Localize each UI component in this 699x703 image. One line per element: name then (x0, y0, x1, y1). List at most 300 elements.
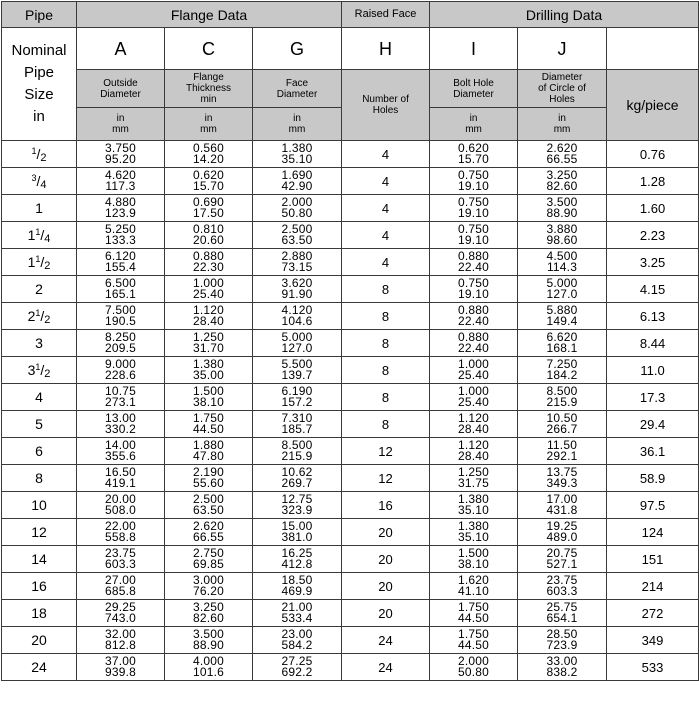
flange-thickness-cell-in: 2.190 (192, 465, 225, 479)
flange-thickness-cell-in: 1.500 (192, 384, 225, 398)
size-whole: 2 (27, 308, 36, 324)
size-denominator: 2 (44, 368, 51, 380)
weight-cell: 36.1 (607, 438, 699, 465)
size-denominator: 2 (44, 314, 51, 326)
column-letter-j: J (518, 28, 607, 70)
flange-thickness-cell-in: 3.250 (192, 600, 225, 614)
flange-thickness-cell (165, 276, 253, 303)
bolt-hole-diameter-header (430, 70, 518, 108)
number-of-holes-cell: 8 (342, 384, 430, 411)
face-diameter-cell-in: 6.190 (281, 384, 313, 398)
face-diameter-cell (253, 141, 342, 168)
weight-cell: 1.60 (607, 195, 699, 222)
outside-diameter-cell-in: 32.00 (104, 627, 137, 641)
face-diameter-cell-in: 8.500 (281, 438, 313, 452)
face-diameter-cell-in: 3.620 (281, 276, 313, 290)
face-diameter-cell (253, 357, 342, 384)
pipe-size-cell (2, 519, 77, 546)
table-row (2, 249, 699, 276)
bolt-circle-diameter-cell-mm: 149.4 (546, 314, 578, 328)
table-row (2, 276, 699, 303)
pipe-size-cell (2, 627, 77, 654)
size-whole: 12 (31, 524, 47, 540)
pipe-size-cell (2, 195, 77, 222)
flange-data-header: Flange Data (77, 2, 342, 28)
size-whole: 1 (35, 200, 43, 216)
nominal-line: in (33, 108, 45, 125)
table-row (2, 168, 699, 195)
weight-cell: 272 (607, 600, 699, 627)
flange-thickness-cell-in: 0.620 (192, 168, 225, 182)
bolt-circle-diameter-cell (518, 438, 607, 465)
bolt-circle-diameter-cell-mm: 114.3 (546, 260, 578, 274)
bolt-hole-diameter-cell (430, 573, 518, 600)
face-diameter-cell-in: 18.50 (281, 573, 313, 587)
number-of-holes-cell: 12 (342, 465, 430, 492)
flange-thickness-cell-mm: 47.80 (192, 449, 225, 463)
flange-thickness-cell (165, 195, 253, 222)
nominal-line: Pipe (23, 64, 55, 81)
bolt-circle-diameter-cell-mm: 98.60 (546, 233, 578, 247)
outside-diameter-cell-mm: 155.4 (104, 260, 137, 274)
bolt-circle-diameter-cell (518, 627, 607, 654)
size-whole: 5 (35, 416, 43, 432)
face-diameter-cell-mm: 63.50 (281, 233, 313, 247)
unit-cell-c (165, 108, 253, 141)
bolt-circle-diameter-cell-in: 5.000 (546, 276, 578, 290)
table-row (2, 330, 699, 357)
weight-cell: 214 (607, 573, 699, 600)
table-row (2, 573, 699, 600)
weight-cell: 3.25 (607, 249, 699, 276)
bolt-circle-diameter-cell-in: 7.250 (546, 357, 578, 371)
flange-thickness-cell-mm: 38.10 (192, 395, 225, 409)
flange-thickness-cell (165, 573, 253, 600)
size-whole: 1 (27, 254, 36, 270)
face-diameter-cell (253, 222, 342, 249)
bolt-hole-diameter-cell (430, 276, 518, 303)
pipe-size-cell: $2^1/_2$ (2, 303, 77, 330)
table-row (2, 384, 699, 411)
desc-line: min (200, 94, 217, 105)
weight-cell: 8.44 (607, 330, 699, 357)
bolt-hole-diameter-cell-mm: 19.10 (458, 233, 490, 247)
bolt-circle-diameter-cell (518, 141, 607, 168)
flange-thickness-cell (165, 600, 253, 627)
unit-mm: mm (288, 124, 306, 135)
face-diameter-header (253, 70, 342, 108)
flange-thickness-cell (165, 384, 253, 411)
flange-thickness-cell (165, 438, 253, 465)
bolt-circle-diameter-cell-in: 28.50 (546, 627, 578, 641)
pipe-size-cell (2, 654, 77, 681)
face-diameter-cell-mm: 323.9 (281, 503, 313, 517)
weight-cell: 17.3 (607, 384, 699, 411)
flange-thickness-cell-mm: 44.50 (192, 422, 225, 436)
number-of-holes-cell: 12 (342, 438, 430, 465)
face-diameter-cell (253, 168, 342, 195)
size-whole: 4 (35, 389, 43, 405)
bolt-hole-diameter-cell-mm: 35.10 (458, 530, 490, 544)
face-diameter-cell-in: 23.00 (281, 627, 313, 641)
size-numerator: 1 (35, 254, 41, 264)
flange-thickness-cell (165, 465, 253, 492)
size-whole: 18 (31, 605, 47, 621)
table-row (2, 546, 699, 573)
flange-thickness-cell-in: 0.560 (192, 141, 225, 155)
number-of-holes-cell: 20 (342, 600, 430, 627)
size-whole: 24 (31, 659, 47, 675)
bolt-hole-diameter-cell-mm: 50.80 (458, 665, 490, 679)
bolt-circle-diameter-cell (518, 384, 607, 411)
bolt-hole-diameter-cell-mm: 22.40 (458, 314, 490, 328)
bolt-circle-diameter-cell-mm: 82.60 (546, 179, 578, 193)
pipe-size-cell: $1^1/_2$ (2, 249, 77, 276)
bolt-hole-diameter-cell-in: 0.750 (458, 168, 490, 182)
table-row (2, 627, 699, 654)
face-diameter-cell-mm: 185.7 (281, 422, 313, 436)
outside-diameter-cell (77, 546, 165, 573)
face-diameter-cell-mm: 269.7 (281, 476, 313, 490)
bolt-circle-diameter-cell-in: 8.500 (546, 384, 578, 398)
outside-diameter-cell (77, 303, 165, 330)
bolt-hole-diameter-cell-mm: 28.40 (458, 449, 490, 463)
flange-thickness-cell-in: 1.120 (192, 303, 225, 317)
face-diameter-cell (253, 276, 342, 303)
flange-thickness-cell-mm: 35.00 (192, 368, 225, 382)
table-row (2, 357, 699, 384)
bolt-circle-diameter-cell-mm: 266.7 (546, 422, 578, 436)
flange-thickness-cell (165, 492, 253, 519)
face-diameter-cell-mm: 157.2 (281, 395, 313, 409)
face-diameter-cell (253, 411, 342, 438)
pipe-size-cell (2, 465, 77, 492)
face-diameter-cell (253, 249, 342, 276)
face-diameter-cell (253, 384, 342, 411)
bolt-circle-diameter-cell-mm: 127.0 (546, 287, 578, 301)
face-diameter-cell-in: 12.75 (281, 492, 313, 506)
bolt-circle-diameter-cell-mm: 88.90 (546, 206, 578, 220)
outside-diameter-cell-in: 4.620 (104, 168, 137, 182)
bolt-circle-diameter-cell (518, 303, 607, 330)
bolt-hole-diameter-cell-mm: 38.10 (458, 557, 490, 571)
outside-diameter-cell-mm: 743.0 (104, 611, 137, 625)
column-letter-h: H (342, 28, 430, 70)
outside-diameter-cell-in: 29.25 (104, 600, 137, 614)
bolt-circle-diameter-cell-mm: 723.9 (546, 638, 578, 652)
size-whole: 6 (35, 443, 43, 459)
bolt-hole-diameter-cell (430, 330, 518, 357)
face-diameter-cell-mm: 533.4 (281, 611, 313, 625)
bolt-hole-diameter-cell (430, 519, 518, 546)
flange-data-table (1, 1, 699, 681)
face-diameter-cell-in: 15.00 (281, 519, 313, 533)
outside-diameter-cell (77, 465, 165, 492)
bolt-circle-diameter-cell-in: 6.620 (546, 330, 578, 344)
face-diameter-cell (253, 492, 342, 519)
unit-cell-a (77, 108, 165, 141)
outside-diameter-cell-in: 14.00 (104, 438, 137, 452)
bolt-hole-diameter-cell-in: 2.000 (458, 654, 490, 668)
bolt-hole-diameter-cell (430, 222, 518, 249)
size-numerator: 1 (35, 227, 41, 237)
size-whole: 10 (31, 497, 47, 513)
bolt-hole-diameter-cell-mm: 31.75 (458, 476, 490, 490)
bolt-hole-diameter-cell-in: 1.750 (458, 600, 490, 614)
face-diameter-cell-in: 2.000 (281, 195, 313, 209)
bolt-circle-diameter-cell (518, 357, 607, 384)
table-row (2, 600, 699, 627)
bolt-hole-diameter-cell (430, 141, 518, 168)
unit-mm: mm (465, 124, 482, 135)
flange-thickness-header (165, 70, 253, 108)
bolt-hole-diameter-cell (430, 465, 518, 492)
number-of-holes-cell: 24 (342, 627, 430, 654)
column-letter-g: G (253, 28, 342, 70)
face-diameter-cell (253, 546, 342, 573)
face-diameter-cell (253, 465, 342, 492)
desc-line: Diameter (276, 88, 318, 100)
flange-thickness-cell-mm: 76.20 (192, 584, 225, 598)
pipe-size-cell (2, 384, 77, 411)
column-letter-i: I (430, 28, 518, 70)
outside-diameter-cell-in: 20.00 (104, 492, 137, 506)
flange-thickness-cell-mm: 101.6 (192, 665, 225, 679)
size-whole: 1 (27, 227, 36, 243)
column-letter-a: A (77, 28, 165, 70)
unit-cell-j (518, 108, 607, 141)
outside-diameter-cell-mm: 117.3 (105, 179, 136, 193)
outside-diameter-cell (77, 411, 165, 438)
outside-diameter-cell-mm: 603.3 (104, 557, 137, 571)
face-diameter-cell-in: 21.00 (281, 600, 313, 614)
face-diameter-cell (253, 600, 342, 627)
bolt-circle-diameter-cell-in: 33.00 (546, 654, 578, 668)
number-of-holes-cell: 24 (342, 654, 430, 681)
size-numerator: 1 (35, 362, 41, 372)
bolt-hole-diameter-cell-mm: 35.10 (458, 503, 490, 517)
face-diameter-cell-mm: 91.90 (281, 287, 313, 301)
flange-thickness-cell-mm: 82.60 (192, 611, 225, 625)
bolt-hole-diameter-cell-in: 0.880 (458, 249, 490, 263)
bolt-hole-diameter-cell-in: 1.120 (458, 411, 490, 425)
bolt-hole-diameter-cell-mm: 28.40 (458, 422, 490, 436)
outside-diameter-cell-mm: 190.5 (104, 314, 137, 328)
bolt-hole-diameter-cell-mm: 19.10 (458, 206, 490, 220)
nominal-line: Size (24, 86, 54, 103)
flange-thickness-cell-mm: 63.50 (192, 503, 225, 517)
outside-diameter-cell-in: 13.00 (104, 411, 137, 425)
pipe-size-cell: $^1/_2$ (2, 141, 77, 168)
bolt-circle-diameter-cell (518, 249, 607, 276)
bolt-circle-diameter-cell-mm: 349.3 (546, 476, 578, 490)
raised-face-header: Raised Face (342, 2, 430, 28)
bolt-hole-diameter-cell-in: 0.750 (458, 195, 490, 209)
table-row (2, 519, 699, 546)
number-of-holes-cell: 4 (342, 222, 430, 249)
bolt-circle-diameter-cell (518, 492, 607, 519)
outside-diameter-cell (77, 276, 165, 303)
face-diameter-cell-mm: 50.80 (281, 206, 313, 220)
nominal-line: Nominal (11, 42, 67, 59)
unit-cell-g (253, 108, 342, 141)
bolt-circle-diameter-cell-in: 2.620 (546, 141, 578, 155)
bolt-circle-diameter-cell-in: 3.250 (546, 168, 578, 182)
flange-thickness-cell-in: 1.880 (192, 438, 225, 452)
face-diameter-cell-mm: 104.6 (281, 314, 313, 328)
outside-diameter-cell-in: 16.50 (104, 465, 137, 479)
bolt-circle-diameter-cell-mm: 654.1 (546, 611, 578, 625)
face-diameter-cell-mm: 692.2 (281, 665, 313, 679)
face-diameter-cell-in: 5.500 (281, 357, 313, 371)
bolt-circle-diameter-cell (518, 168, 607, 195)
bolt-circle-diameter-cell-mm: 527.1 (546, 557, 578, 571)
face-diameter-cell-mm: 35.10 (281, 152, 313, 166)
flange-thickness-cell (165, 330, 253, 357)
column-letter-c: C (165, 28, 253, 70)
outside-diameter-cell-mm: 685.8 (104, 584, 137, 598)
bolt-hole-diameter-cell-in: 0.880 (458, 330, 490, 344)
bolt-hole-diameter-cell (430, 249, 518, 276)
outside-diameter-cell (77, 654, 165, 681)
outside-diameter-cell-mm: 228.6 (104, 368, 137, 382)
bolt-hole-diameter-cell-in: 0.880 (458, 303, 490, 317)
face-diameter-cell-in: 2.500 (281, 222, 313, 236)
outside-diameter-cell-in: 10.75 (104, 384, 137, 398)
unit-mm: mm (112, 124, 129, 135)
outside-diameter-cell-in: 4.880 (104, 195, 137, 209)
bolt-circle-diameter-cell-in: 17.00 (546, 492, 578, 506)
pipe-size-cell: $1^1/_4$ (2, 222, 77, 249)
bolt-circle-diameter-cell-in: 20.75 (546, 546, 578, 560)
flange-thickness-cell (165, 654, 253, 681)
number-of-holes-cell: 8 (342, 303, 430, 330)
flange-thickness-cell-in: 2.620 (192, 519, 225, 533)
flange-thickness-cell-mm: 28.40 (192, 314, 225, 328)
size-numerator: 3 (31, 173, 37, 183)
size-denominator: 2 (40, 152, 47, 164)
pipe-size-cell (2, 438, 77, 465)
outside-diameter-cell-mm: 133.3 (104, 233, 137, 247)
face-diameter-cell (253, 195, 342, 222)
outside-diameter-cell-in: 9.000 (104, 357, 137, 371)
number-of-holes-cell: 8 (342, 411, 430, 438)
flange-thickness-cell (165, 519, 253, 546)
desc-line: Flange (193, 72, 224, 83)
unit-cell-i (430, 108, 518, 141)
pipe-size-cell (2, 600, 77, 627)
bolt-hole-diameter-cell-mm: 41.10 (458, 584, 490, 598)
flange-thickness-cell-in: 0.690 (192, 195, 225, 209)
outside-diameter-header (77, 70, 165, 108)
weight-cell: 124 (607, 519, 699, 546)
face-diameter-cell-mm: 584.2 (281, 638, 313, 652)
number-of-holes-cell: 16 (342, 492, 430, 519)
bolt-circle-diameter-cell-in: 11.50 (546, 438, 578, 452)
outside-diameter-cell (77, 384, 165, 411)
bolt-circle-diameter-cell-mm: 292.1 (546, 449, 578, 463)
bolt-circle-diameter-cell (518, 573, 607, 600)
outside-diameter-cell-mm: 812.8 (104, 638, 137, 652)
weight-cell: 2.23 (607, 222, 699, 249)
number-of-holes-cell: 20 (342, 519, 430, 546)
flange-thickness-cell-mm: 14.20 (192, 152, 225, 166)
size-whole: 2 (35, 281, 43, 297)
outside-diameter-cell (77, 222, 165, 249)
table-row (2, 195, 699, 222)
size-denominator: 2 (44, 260, 51, 272)
face-diameter-cell-in: 4.120 (281, 303, 313, 317)
outside-diameter-cell (77, 195, 165, 222)
outside-diameter-cell (77, 249, 165, 276)
bolt-circle-diameter-cell-mm: 66.55 (546, 152, 578, 166)
outside-diameter-cell (77, 627, 165, 654)
nominal-pipe-size-header (2, 28, 77, 141)
face-diameter-cell (253, 330, 342, 357)
bolt-circle-diameter-cell (518, 546, 607, 573)
outside-diameter-cell (77, 492, 165, 519)
bolt-circle-diameter-cell-mm: 489.0 (546, 530, 578, 544)
bolt-circle-diameter-cell-in: 3.500 (546, 195, 578, 209)
bolt-circle-diameter-cell (518, 465, 607, 492)
flange-thickness-cell (165, 222, 253, 249)
bolt-hole-diameter-cell-in: 0.750 (458, 222, 490, 236)
face-diameter-cell-mm: 127.0 (281, 341, 313, 355)
bolt-circle-diameter-cell (518, 411, 607, 438)
outside-diameter-cell-in: 23.75 (104, 546, 137, 560)
pipe-size-cell: $^3/_4$ (2, 168, 77, 195)
bolt-circle-diameter-cell (518, 330, 607, 357)
desc-line: Outside (103, 77, 138, 89)
desc-line: Diameter (541, 72, 583, 83)
flange-thickness-cell-mm: 88.90 (192, 638, 225, 652)
face-diameter-cell-mm: 73.15 (281, 260, 313, 274)
desc-line: Bolt Hole (453, 77, 494, 89)
flange-thickness-cell-in: 1.250 (192, 330, 225, 344)
unit-in: in (116, 113, 125, 124)
weight-cell: 11.0 (607, 357, 699, 384)
weight-cell: 29.4 (607, 411, 699, 438)
outside-diameter-cell-in: 6.120 (104, 249, 137, 263)
bolt-hole-diameter-cell (430, 384, 518, 411)
outside-diameter-cell (77, 438, 165, 465)
bolt-circle-diameter-cell-mm: 184.2 (546, 368, 578, 382)
outside-diameter-cell (77, 600, 165, 627)
desc-line: of Circle of (538, 83, 586, 94)
flange-thickness-cell-in: 3.500 (192, 627, 225, 641)
outside-diameter-cell-mm: 209.5 (104, 341, 137, 355)
flange-thickness-cell-in: 4.000 (192, 654, 225, 668)
bolt-circle-diameter-cell-in: 13.75 (546, 465, 578, 479)
table-row (2, 492, 699, 519)
desc-line: Diameter (453, 88, 494, 100)
size-whole: 8 (35, 470, 43, 486)
face-diameter-cell-mm: 469.9 (281, 584, 313, 598)
bolt-hole-diameter-cell (430, 195, 518, 222)
weight-blank-cell (607, 28, 699, 70)
outside-diameter-cell-in: 5.250 (104, 222, 137, 236)
outside-diameter-cell-in: 27.00 (104, 573, 137, 587)
weight-cell: 349 (607, 627, 699, 654)
flange-thickness-cell (165, 546, 253, 573)
bolt-hole-diameter-cell (430, 168, 518, 195)
flange-thickness-cell (165, 627, 253, 654)
weight-cell: 151 (607, 546, 699, 573)
table-row (2, 465, 699, 492)
bolt-circle-diameter-cell-mm: 168.1 (546, 341, 578, 355)
unit-mm: mm (200, 124, 217, 135)
bolt-circle-diameter-cell (518, 276, 607, 303)
